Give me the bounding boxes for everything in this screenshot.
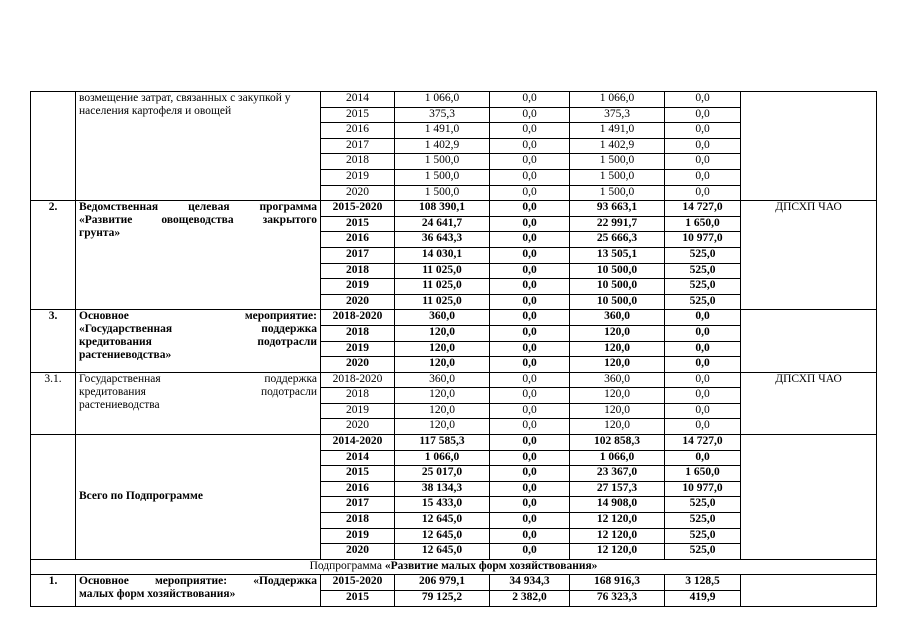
federal-cell: 0,0 (490, 419, 570, 435)
regional-cell: 120,0 (570, 341, 665, 357)
year-cell: 2018-2020 (321, 310, 395, 326)
other-cell: 525,0 (665, 528, 741, 544)
federal-cell: 0,0 (490, 481, 570, 497)
other-cell: 0,0 (665, 154, 741, 170)
federal-cell: 0,0 (490, 435, 570, 451)
federal-cell: 0,0 (490, 154, 570, 170)
total-cell: 120,0 (395, 403, 490, 419)
total-cell: 12 645,0 (395, 528, 490, 544)
federal-cell: 0,0 (490, 403, 570, 419)
total-cell: 120,0 (395, 419, 490, 435)
other-cell: 0,0 (665, 123, 741, 139)
year-cell: 2015-2020 (321, 201, 395, 217)
regional-cell: 120,0 (570, 357, 665, 373)
federal-cell: 0,0 (490, 450, 570, 466)
item-name-line: кредитования подотрасли (79, 336, 317, 349)
table-row (31, 92, 877, 108)
item-number: 2. (31, 201, 76, 310)
subprogram-prefix: Подпрограмма (309, 559, 385, 572)
total-cell: 1 066,0 (395, 92, 490, 108)
total-cell: 1 402,9 (395, 138, 490, 154)
federal-cell: 0,0 (490, 513, 570, 529)
total-cell: 1 066,0 (395, 450, 490, 466)
regional-cell: 25 666,3 (570, 232, 665, 248)
other-cell: 0,0 (665, 92, 741, 108)
other-cell: 0,0 (665, 138, 741, 154)
other-cell: 14 727,0 (665, 201, 741, 217)
regional-cell: 27 157,3 (570, 481, 665, 497)
item-name-line: Государственная поддержка (79, 372, 317, 385)
other-cell: 0,0 (665, 325, 741, 341)
item-name: возмещение затрат, связанных с закупкой у населения картофеля и овощей (76, 92, 321, 201)
other-cell: 0,0 (665, 185, 741, 201)
total-cell: 36 643,3 (395, 232, 490, 248)
regional-cell: 102 858,3 (570, 435, 665, 451)
total-cell: 1 500,0 (395, 154, 490, 170)
federal-cell: 0,0 (490, 497, 570, 513)
year-cell: 2019 (321, 403, 395, 419)
item-name-line: «Государственная поддержка (79, 323, 317, 336)
regional-cell: 168 916,3 (570, 575, 665, 591)
federal-cell: 0,0 (490, 372, 570, 388)
other-cell: 0,0 (665, 341, 741, 357)
executor-cell: ДПСХП ЧАО (741, 201, 877, 310)
year-cell: 2019 (321, 528, 395, 544)
total-cell: 11 025,0 (395, 279, 490, 295)
federal-cell: 0,0 (490, 325, 570, 341)
total-cell: 1 500,0 (395, 169, 490, 185)
executor-cell (741, 310, 877, 372)
regional-cell: 120,0 (570, 403, 665, 419)
federal-cell: 0,0 (490, 294, 570, 310)
year-cell: 2014 (321, 92, 395, 108)
regional-cell: 93 663,1 (570, 201, 665, 217)
total-cell: 38 134,3 (395, 481, 490, 497)
regional-cell: 375,3 (570, 107, 665, 123)
other-cell: 0,0 (665, 107, 741, 123)
other-cell: 10 977,0 (665, 481, 741, 497)
regional-cell: 120,0 (570, 388, 665, 404)
other-cell: 0,0 (665, 403, 741, 419)
year-cell: 2020 (321, 294, 395, 310)
item-number: 1. (31, 575, 76, 606)
year-cell: 2018 (321, 154, 395, 170)
total-cell: 206 979,1 (395, 575, 490, 591)
executor-cell (741, 575, 877, 606)
regional-cell: 360,0 (570, 310, 665, 326)
year-cell: 2019 (321, 341, 395, 357)
regional-cell: 10 500,0 (570, 279, 665, 295)
total-cell: 120,0 (395, 325, 490, 341)
total-cell: 14 030,1 (395, 247, 490, 263)
other-cell: 525,0 (665, 294, 741, 310)
total-cell: 12 645,0 (395, 513, 490, 529)
total-cell: 360,0 (395, 372, 490, 388)
regional-cell: 12 120,0 (570, 528, 665, 544)
other-cell: 0,0 (665, 419, 741, 435)
year-cell: 2015 (321, 466, 395, 482)
federal-cell: 0,0 (490, 310, 570, 326)
year-cell: 2020 (321, 419, 395, 435)
total-cell: 79 125,2 (395, 591, 490, 607)
other-cell: 1 650,0 (665, 466, 741, 482)
year-cell: 2018 (321, 325, 395, 341)
total-cell: 108 390,1 (395, 201, 490, 217)
item-name-line: малых форм хозяйствования» (79, 588, 236, 601)
regional-cell: 14 908,0 (570, 497, 665, 513)
total-cell: 120,0 (395, 388, 490, 404)
other-cell: 525,0 (665, 263, 741, 279)
total-cell: 360,0 (395, 310, 490, 326)
item-name-line: кредитования подотрасли (79, 385, 317, 398)
federal-cell: 0,0 (490, 232, 570, 248)
total-cell: 375,3 (395, 107, 490, 123)
subprogram-title (31, 559, 877, 575)
total-cell: 12 645,0 (395, 544, 490, 560)
total-cell: 120,0 (395, 357, 490, 373)
item-name (76, 310, 321, 372)
year-cell: 2015 (321, 591, 395, 607)
federal-cell: 0,0 (490, 388, 570, 404)
regional-cell: 360,0 (570, 372, 665, 388)
total-cell: 15 433,0 (395, 497, 490, 513)
year-cell: 2017 (321, 497, 395, 513)
regional-cell: 22 991,7 (570, 216, 665, 232)
item-name-line: Основное мероприятие: «Поддержка (79, 575, 317, 588)
other-cell: 525,0 (665, 513, 741, 529)
other-cell: 525,0 (665, 279, 741, 295)
item-number (31, 92, 76, 201)
executor-cell (741, 435, 877, 560)
item-name (76, 372, 321, 434)
item-number: 3.1. (31, 372, 76, 434)
year-cell: 2017 (321, 247, 395, 263)
other-cell: 0,0 (665, 388, 741, 404)
year-cell: 2014 (321, 450, 395, 466)
regional-cell: 12 120,0 (570, 544, 665, 560)
federal-cell: 0,0 (490, 138, 570, 154)
federal-cell: 0,0 (490, 341, 570, 357)
regional-cell: 120,0 (570, 325, 665, 341)
federal-cell: 0,0 (490, 201, 570, 217)
executor-cell (741, 92, 877, 201)
total-cell: 25 017,0 (395, 466, 490, 482)
other-cell: 525,0 (665, 544, 741, 560)
table-row (31, 201, 877, 217)
other-cell: 10 977,0 (665, 232, 741, 248)
year-cell: 2018-2020 (321, 372, 395, 388)
year-cell: 2015-2020 (321, 575, 395, 591)
table-row (31, 372, 877, 388)
federal-cell: 0,0 (490, 107, 570, 123)
year-cell: 2019 (321, 169, 395, 185)
item-name-line: Ведомственная целевая программа (79, 201, 317, 214)
other-cell: 0,0 (665, 372, 741, 388)
year-cell: 2018 (321, 513, 395, 529)
item-name-line: грунта» (79, 227, 121, 240)
regional-cell: 1 491,0 (570, 123, 665, 139)
federal-cell: 0,0 (490, 123, 570, 139)
table-row (31, 575, 877, 591)
total-cell: 11 025,0 (395, 294, 490, 310)
total-cell: 1 491,0 (395, 123, 490, 139)
federal-cell: 0,0 (490, 466, 570, 482)
year-cell: 2014-2020 (321, 435, 395, 451)
year-cell: 2019 (321, 279, 395, 295)
total-cell: 120,0 (395, 341, 490, 357)
federal-cell: 0,0 (490, 92, 570, 108)
table-row (31, 435, 877, 451)
total-cell: 1 500,0 (395, 185, 490, 201)
total-label: Всего по Подпрограмме (76, 435, 321, 560)
federal-cell: 2 382,0 (490, 591, 570, 607)
year-cell: 2020 (321, 185, 395, 201)
total-cell: 11 025,0 (395, 263, 490, 279)
other-cell: 14 727,0 (665, 435, 741, 451)
federal-cell: 0,0 (490, 357, 570, 373)
subprogram-header-row (31, 559, 877, 575)
item-number (31, 435, 76, 560)
regional-cell: 10 500,0 (570, 263, 665, 279)
regional-cell: 1 066,0 (570, 450, 665, 466)
year-cell: 2018 (321, 388, 395, 404)
federal-cell: 0,0 (490, 216, 570, 232)
other-cell: 419,9 (665, 591, 741, 607)
federal-cell: 0,0 (490, 185, 570, 201)
regional-cell: 1 500,0 (570, 185, 665, 201)
regional-cell: 12 120,0 (570, 513, 665, 529)
other-cell: 0,0 (665, 310, 741, 326)
item-name-line: «Развитие овощеводства закрытого (79, 214, 317, 227)
subprogram-name: «Развитие малых форм хозяйствования» (384, 559, 598, 572)
regional-cell: 13 505,1 (570, 247, 665, 263)
year-cell: 2015 (321, 216, 395, 232)
regional-cell: 76 323,3 (570, 591, 665, 607)
regional-cell: 1 500,0 (570, 154, 665, 170)
other-cell: 525,0 (665, 247, 741, 263)
item-name-line: растениеводства» (79, 349, 172, 362)
other-cell: 0,0 (665, 357, 741, 373)
federal-cell: 34 934,3 (490, 575, 570, 591)
item-name-line: Основное мероприятие: (79, 310, 317, 323)
year-cell: 2015 (321, 107, 395, 123)
year-cell: 2018 (321, 263, 395, 279)
regional-cell: 1 066,0 (570, 92, 665, 108)
table-row (31, 310, 877, 326)
budget-table (30, 91, 877, 607)
executor-cell: ДПСХП ЧАО (741, 372, 877, 434)
year-cell: 2020 (321, 544, 395, 560)
item-name (76, 575, 321, 606)
regional-cell: 1 402,9 (570, 138, 665, 154)
total-cell: 24 641,7 (395, 216, 490, 232)
regional-cell: 120,0 (570, 419, 665, 435)
federal-cell: 0,0 (490, 279, 570, 295)
item-name-line: растениеводства (79, 398, 160, 411)
other-cell: 0,0 (665, 450, 741, 466)
year-cell: 2020 (321, 357, 395, 373)
regional-cell: 23 367,0 (570, 466, 665, 482)
year-cell: 2016 (321, 123, 395, 139)
federal-cell: 0,0 (490, 544, 570, 560)
total-cell: 117 585,3 (395, 435, 490, 451)
item-name (76, 201, 321, 310)
federal-cell: 0,0 (490, 528, 570, 544)
regional-cell: 1 500,0 (570, 169, 665, 185)
other-cell: 525,0 (665, 497, 741, 513)
federal-cell: 0,0 (490, 169, 570, 185)
year-cell: 2016 (321, 232, 395, 248)
regional-cell: 10 500,0 (570, 294, 665, 310)
other-cell: 3 128,5 (665, 575, 741, 591)
other-cell: 0,0 (665, 169, 741, 185)
item-number: 3. (31, 310, 76, 372)
other-cell: 1 650,0 (665, 216, 741, 232)
federal-cell: 0,0 (490, 263, 570, 279)
year-cell: 2017 (321, 138, 395, 154)
year-cell: 2016 (321, 481, 395, 497)
federal-cell: 0,0 (490, 247, 570, 263)
